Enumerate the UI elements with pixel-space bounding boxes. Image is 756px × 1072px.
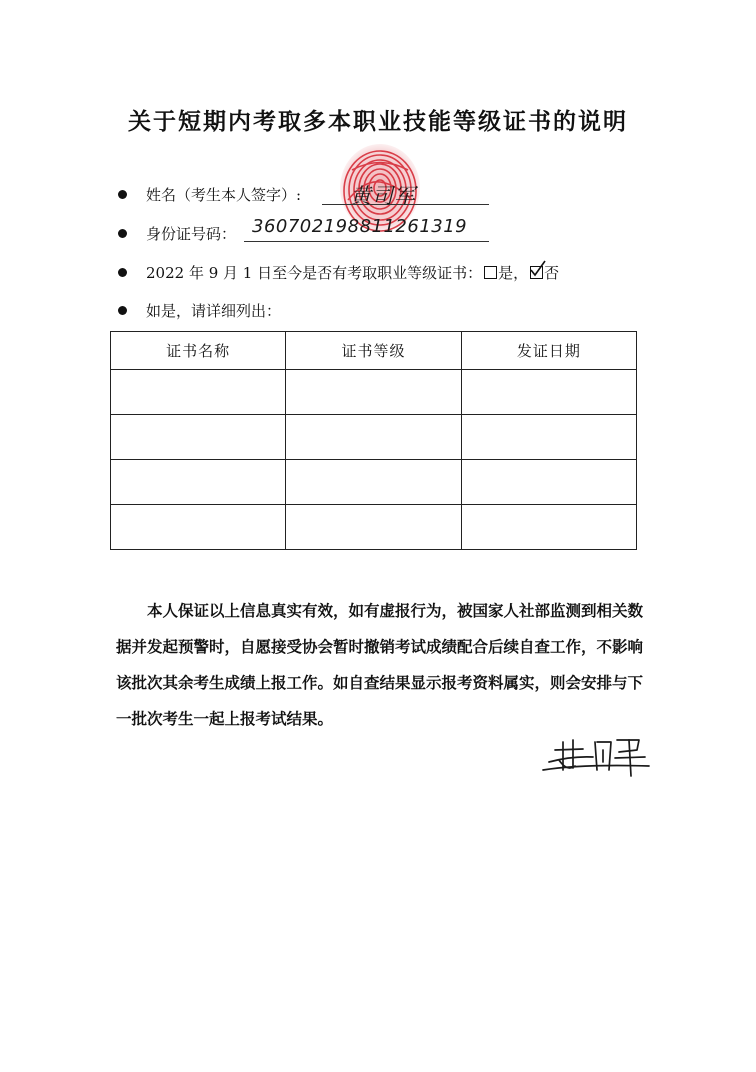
table-cell[interactable]	[286, 370, 461, 415]
list-prompt-row	[118, 297, 281, 323]
table-header-row	[111, 332, 637, 370]
table-cell[interactable]	[461, 505, 636, 550]
column-header-cert-level: 证书等级	[286, 332, 461, 370]
table-cell[interactable]	[111, 415, 286, 460]
table-cell[interactable]	[286, 415, 461, 460]
column-header-cert-name: 证书名称	[111, 332, 286, 370]
table-cell[interactable]	[111, 460, 286, 505]
table-row	[111, 505, 637, 550]
bullet-icon	[118, 190, 127, 199]
bullet-icon	[118, 306, 127, 315]
table-cell[interactable]	[461, 370, 636, 415]
option-no-label: 否	[544, 263, 560, 282]
table-cell[interactable]	[111, 370, 286, 415]
id-label: 身份证号码：	[146, 224, 237, 243]
column-header-issue-date: 发证日期	[461, 332, 636, 370]
checkmark-icon	[529, 260, 547, 278]
certificate-table	[110, 331, 637, 550]
id-row	[118, 220, 236, 246]
table-row	[111, 370, 637, 415]
table-cell[interactable]	[286, 505, 461, 550]
checkbox-yes[interactable]	[484, 266, 497, 279]
table-cell[interactable]	[461, 460, 636, 505]
table-cell[interactable]	[111, 505, 286, 550]
name-signature: 黄司军	[350, 184, 416, 208]
checkbox-no[interactable]	[530, 266, 543, 279]
id-handwritten: 360702198811261319	[252, 216, 468, 237]
bullet-icon	[118, 229, 127, 238]
name-label: 姓名（考生本人签字）:	[146, 185, 302, 204]
exam-question-row	[118, 259, 559, 285]
table-cell[interactable]	[461, 415, 636, 460]
document-title: 关于短期内考取多本职业技能等级证书的说明	[128, 108, 628, 135]
option-yes-label: 是，	[498, 263, 529, 282]
exam-question-label: 2022 年 9 月 1 日至今是否有考取职业等级证书：	[146, 263, 483, 282]
table-row	[111, 415, 637, 460]
list-prompt-label: 如是，请详细列出：	[146, 301, 282, 320]
table-cell[interactable]	[286, 460, 461, 505]
name-row	[118, 181, 301, 207]
bullet-icon	[118, 268, 127, 277]
declaration-paragraph	[116, 593, 644, 737]
id-underline	[244, 241, 489, 242]
handwritten-signature	[541, 730, 651, 778]
declaration-text: 本人保证以上信息真实有效，如有虚报行为，被国家人社部监测到相关数据并发起预警时，自愿接受协会暂时撤销考试成绩配合后续自查工作，不影响该批次其余考生成绩上报工作。如自查结果显示报考资料属实，则会安排与下一批次考生一起上报考试结果。	[116, 601, 644, 728]
table-row	[111, 460, 637, 505]
